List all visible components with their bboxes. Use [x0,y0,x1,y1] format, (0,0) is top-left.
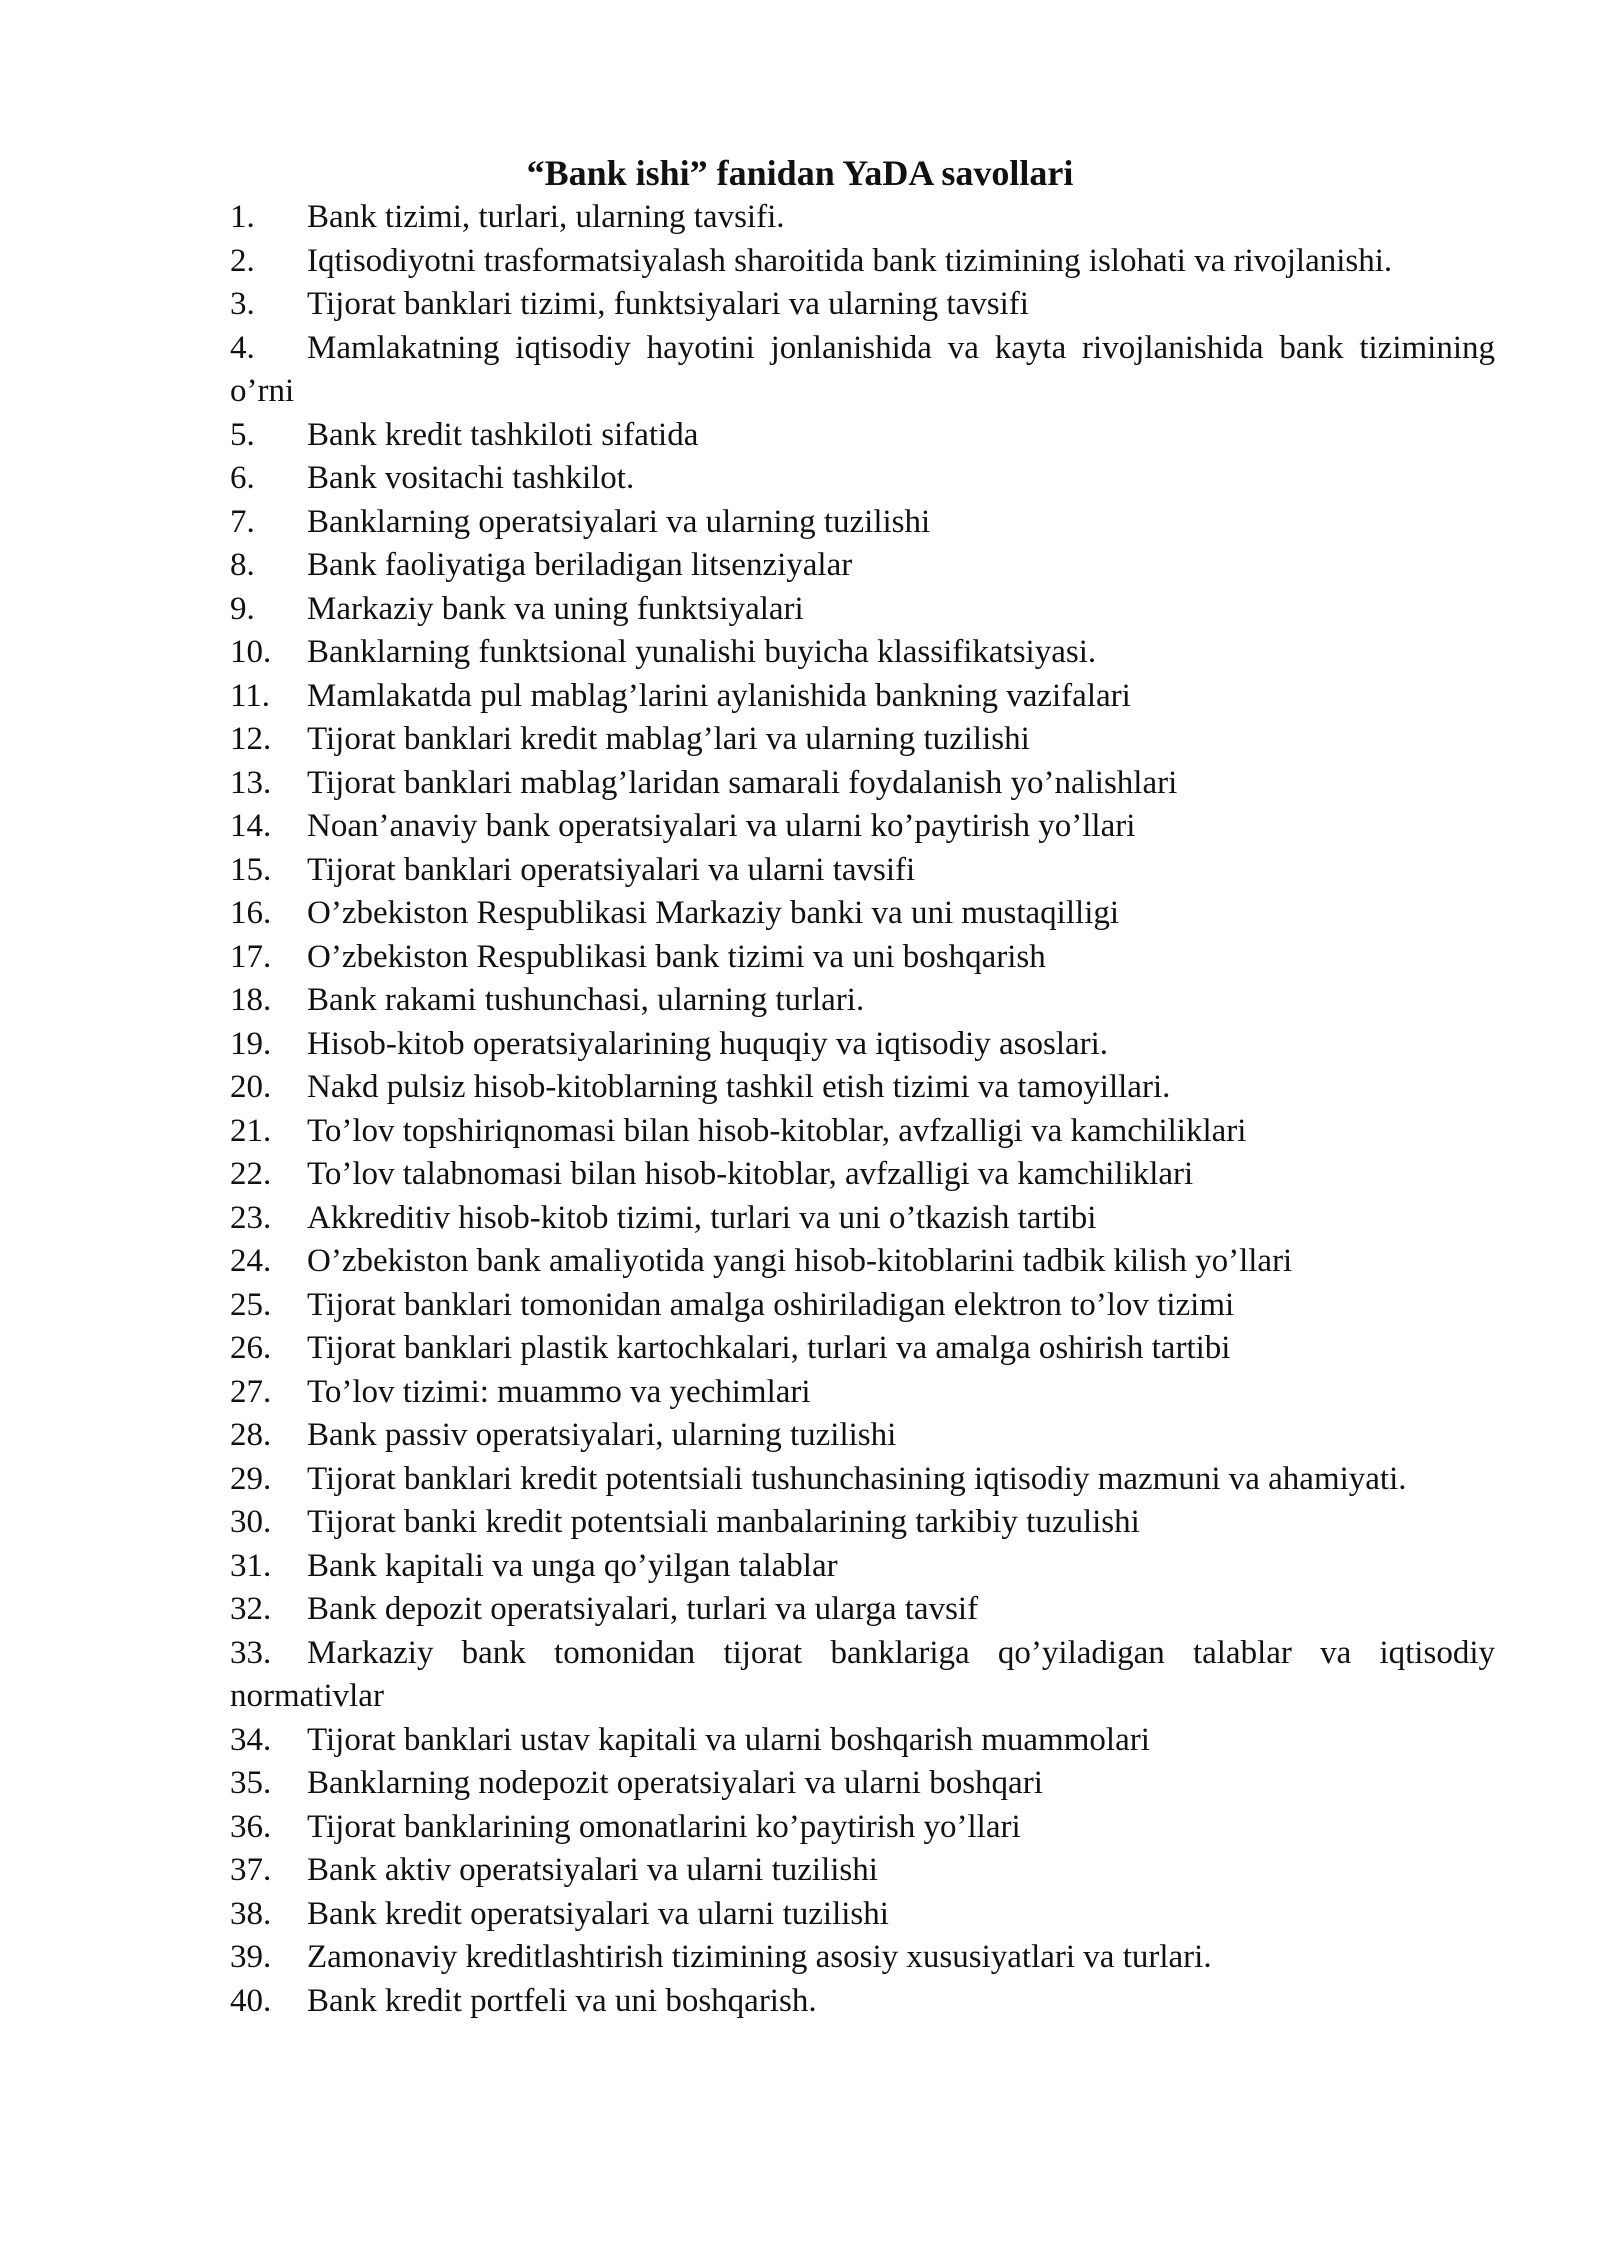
question-text: Tijorat banklarining omonatlarini ko’paytirish yo’llari [307,1808,1021,1845]
question-number: 4. [230,329,255,366]
question-text: Tijorat banklari plastik kartochkalari, turlari va amalga oshirish tartibi [307,1330,1231,1366]
list-item [230,1632,1495,1719]
question-number: 29. [230,1460,272,1497]
question-number: 26. [230,1330,272,1366]
question-text: Noan’anaviy bank operatsiyalari va ularni ko’paytirish yo’llari [307,808,1136,844]
list-item [230,240,1495,284]
list-item [230,1806,1495,1850]
question-number: 7. [230,503,255,540]
question-text: Bank depozit operatsiyalari, turlari va ularga tavsif [307,1591,979,1627]
question-number: 17. [230,938,272,975]
list-item [230,1936,1495,1980]
question-text: Tijorat banklari kredit mablag’lari va ularning tuzilishi [307,721,1030,757]
question-number: 30. [230,1504,272,1540]
question-text: Zamonaviy kreditlashtirish tizimining asosiy xususiyatlari va turlari. [307,1939,1212,1975]
question-text: Tijorat banki kredit potentsiali manbalarining tarkibiy tuzulishi [307,1504,1140,1540]
list-item [230,544,1495,588]
list-item [230,675,1495,719]
question-text: Tijorat banklari operatsiyalari va ularni tavsifi [307,851,916,888]
list-item [230,1066,1495,1110]
question-number: 36. [230,1808,272,1845]
question-number: 18. [230,982,272,1018]
list-item [230,1501,1495,1545]
question-text: Banklarning nodepozit operatsiyalari va ularni boshqari [307,1765,1043,1801]
question-text: Hisob-kitob operatsiyalarining huquqiy va iqtisodiy asoslari. [307,1025,1109,1062]
question-number: 34. [230,1721,272,1758]
list-item [230,327,1495,414]
question-text: Akkreditiv hisob-kitob tizimi, turlari va uni o’tkazish tartibi [307,1199,1097,1236]
page-title: “Bank ishi” fanidan YaDA savollari [526,153,1074,193]
list-item [230,1327,1495,1371]
question-text: Markaziy bank va uning funktsiyalari [307,590,804,627]
question-text: Bank vositachi tashkilot. [307,460,635,496]
question-text: Bank aktiv operatsiyalari va ularni tuzilishi [307,1852,878,1888]
question-number: 19. [230,1025,272,1062]
question-text: Banklarning operatsiyalari va ularning tuzilishi [307,503,931,540]
question-text: Banklarning funktsional yunalishi buyicha klassifikatsiyasi. [307,634,1097,670]
question-text: Markaziy bank tomonidan tijorat banklariga qo’yiladigan talablar va iqtisodiy normativlar [230,1634,1495,1714]
question-number: 8. [230,547,255,583]
list-item [230,1023,1495,1067]
question-text: Tijorat banklari tizimi, funktsiyalari va ularning tavsifi [307,286,1029,322]
question-text: Nakd pulsiz hisob-kitoblarning tashkil etish tizimi va tamoyillari. [307,1069,1171,1105]
list-item [230,849,1495,893]
list-item [230,1414,1495,1458]
question-text: Bank tizimi, turlari, ularning tavsifi. [307,199,785,235]
list-item [230,1545,1495,1589]
question-number: 15. [230,851,272,888]
question-number: 23. [230,1199,272,1236]
question-text: To’lov talabnomasi bilan hisob-kitoblar, avfzalligi va kamchiliklari [307,1156,1194,1192]
question-number: 20. [230,1069,272,1105]
question-number: 32. [230,1591,272,1627]
list-item [230,892,1495,936]
list-item [230,283,1495,327]
question-number: 27. [230,1373,272,1410]
list-item [230,414,1495,458]
question-number: 12. [230,721,272,757]
question-number: 39. [230,1939,272,1975]
question-text: Mamlakatda pul mablag’larini aylanishida bankning vazifalari [307,677,1131,714]
question-number: 2. [230,242,255,279]
question-number: 33. [230,1634,272,1671]
list-item [230,1588,1495,1632]
question-number: 11. [230,677,271,714]
question-text: Tijorat banklari tomonidan amalga oshiriladigan elektron to’lov tizimi [307,1286,1235,1323]
question-list [230,196,1495,2023]
question-text: Bank passiv operatsiyalari, ularning tuzilishi [307,1417,897,1453]
list-item [230,1719,1495,1763]
list-item [230,1197,1495,1241]
list-item [230,1849,1495,1893]
question-text: Tijorat banklari kredit potentsiali tushunchasining iqtisodiy mazmuni va ahamiyati. [307,1460,1407,1497]
list-item [230,979,1495,1023]
list-item [230,1458,1495,1502]
list-item [230,1240,1495,1284]
list-item [230,805,1495,849]
list-item [230,501,1495,545]
question-text: Bank kredit tashkiloti sifatida [307,416,699,453]
list-item [230,1893,1495,1937]
question-text: Bank kredit portfeli va uni boshqarish. [307,1982,817,2019]
question-number: 10. [230,634,272,670]
question-number: 31. [230,1547,272,1584]
list-item [230,1110,1495,1154]
list-item [230,1371,1495,1415]
question-number: 5. [230,416,255,453]
list-item [230,196,1495,240]
question-number: 6. [230,460,255,496]
question-number: 22. [230,1156,272,1192]
question-text: O’zbekiston bank amaliyotida yangi hisob-kitoblarini tadbik kilish yo’llari [307,1243,1293,1279]
list-item [230,762,1495,806]
question-number: 21. [230,1112,272,1149]
list-item [230,1980,1495,2024]
list-item [230,936,1495,980]
list-item [230,1153,1495,1197]
question-text: Bank faoliyatiga beriladigan litsenziyalar [307,547,853,583]
question-number: 3. [230,286,255,322]
question-number: 25. [230,1286,272,1323]
question-text: Tijorat banklari mablag’laridan samarali foydalanish yo’nalishlari [307,764,1178,801]
list-item [230,588,1495,632]
question-text: Bank kapitali va unga qo’yilgan talablar [307,1547,838,1584]
question-number: 16. [230,895,272,931]
question-text: O’zbekiston Respublikasi bank tizimi va uni boshqarish [307,938,1046,975]
question-number: 24. [230,1243,272,1279]
list-item [230,631,1495,675]
question-number: 35. [230,1765,272,1801]
question-text: To’lov tizimi: muammo va yechimlari [307,1373,811,1410]
list-item [230,457,1495,501]
question-text: Iqtisodiyotni trasformatsiyalash sharoitida bank tizimining islohati va rivojlanishi. [307,242,1393,279]
list-item [230,1284,1495,1328]
question-text: Mamlakatning iqtisodiy hayotini jonlanishida va kayta rivojlanishida bank tizimining o’rni [230,329,1495,409]
question-number: 9. [230,590,255,627]
question-number: 40. [230,1982,272,2019]
question-number: 1. [230,199,255,235]
question-text: Tijorat banklari ustav kapitali va ularni boshqarish muammolari [307,1721,1150,1758]
question-text: Bank rakami tushunchasi, ularning turlari. [307,982,865,1018]
list-item [230,1762,1495,1806]
question-text: To’lov topshiriqnomasi bilan hisob-kitoblar, avfzalligi va kamchiliklari [307,1112,1247,1149]
question-number: 38. [230,1895,272,1932]
question-number: 37. [230,1852,272,1888]
question-number: 14. [230,808,272,844]
question-number: 28. [230,1417,272,1453]
list-item [230,718,1495,762]
question-text: O’zbekiston Respublikasi Markaziy banki va uni mustaqilligi [307,895,1120,931]
question-number: 13. [230,764,272,801]
question-text: Bank kredit operatsiyalari va ularni tuzilishi [307,1895,889,1932]
